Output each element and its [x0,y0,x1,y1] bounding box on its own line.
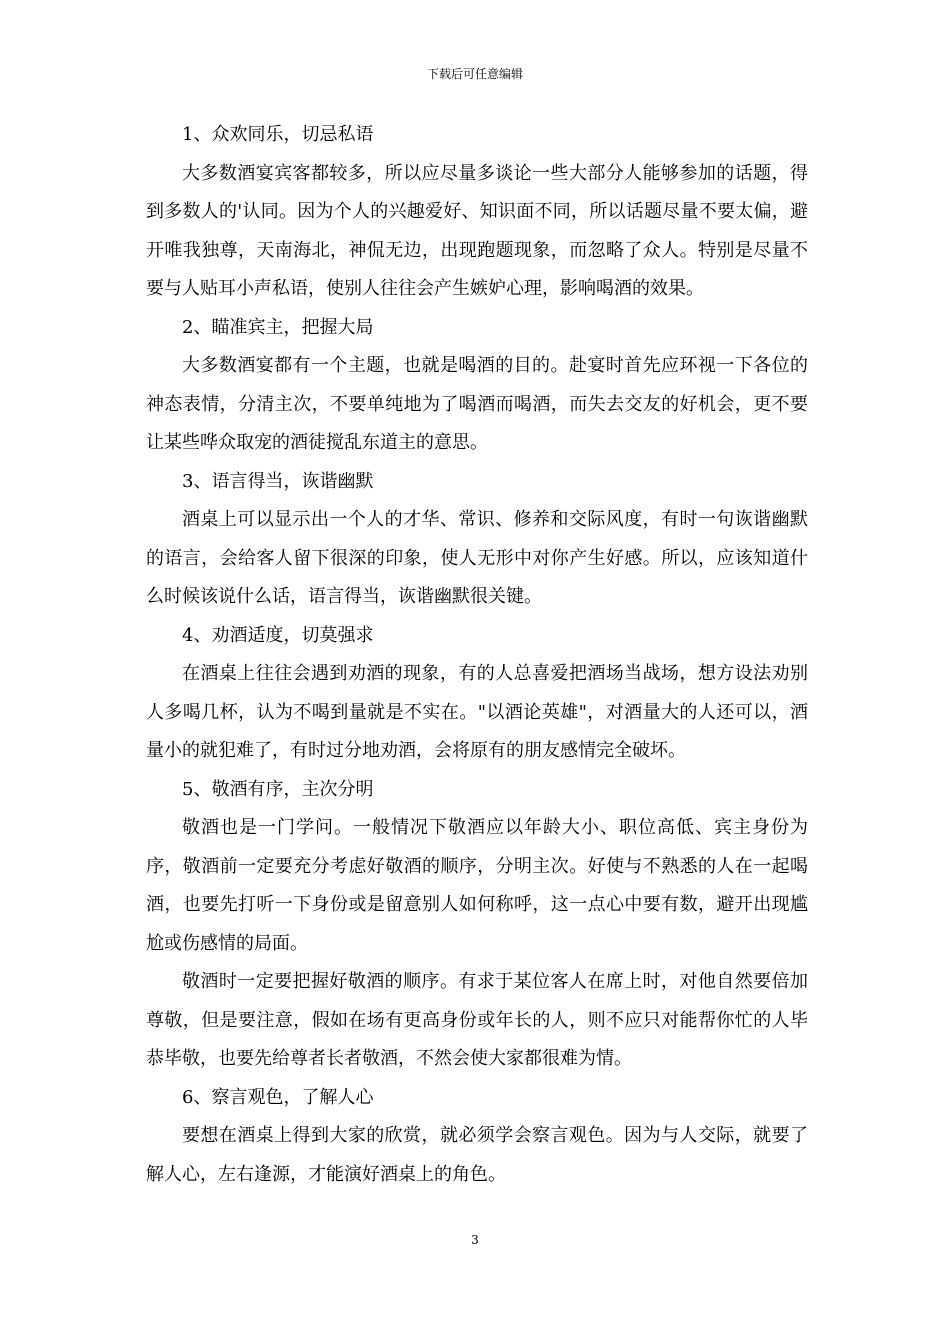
page-header: 下载后可任意编辑 [426,67,523,81]
paragraph: 在酒桌上往往会遇到劝酒的现象，有的人总喜爱把酒场当战场，想方设法劝别人多喝几杯，认为不喝到量就是不实在。"以酒论英雄"，对酒量大的人还可以，酒量小的就犯难了，有时过分地劝酒，会将原有的朋友感情完全破坏。 [146,663,808,761]
paragraph: 酒桌上可以显示出一个人的才华、常识、修养和交际风度，有时一句诙谐幽默的语言，会给客人留下很深的印象，使人无形中对你产生好感。所以，应该知道什么时候该说什么话，语言得当，诙谐幽默很关键。 [146,509,808,607]
document-body [146,116,808,1194]
section-heading-4: 4、劝酒适度，切莫强求 [182,624,374,646]
paragraph: 大多数酒宴宾客都较多，所以应尽量多谈论一些大部分人能够参加的话题，得到多数人的'认同。因为个人的兴趣爱好、知识面不同，所以话题尽量不要太偏，避开唯我独尊，天南海北，神侃无边，出现跑题现象，而忽略了众人。特别是尽量不要与人贴耳小声私语，使别人往往会产生嫉妒心理，影响喝酒的效果。 [146,162,808,299]
paragraph: 要想在酒桌上得到大家的欣赏，就必须学会察言观色。因为与人交际，就要了解人心，左右逢源，才能演好酒桌上的角色。 [146,1125,808,1185]
page-number: 3 [471,1233,479,1247]
section-heading-3: 3、语言得当，诙谐幽默 [182,470,374,492]
paragraph: 敬酒时一定要把握好敬酒的顺序。有求于某位客人在席上时，对他自然要倍加尊敬，但是要注意，假如在场有更高身份或年长的人，则不应只对能帮你忙的人毕恭毕敬，也要先给尊者长者敬酒，不然会使大家都很难为情。 [146,971,808,1069]
section-heading-6: 6、察言观色，了解人心 [182,1086,374,1108]
section-heading-5: 5、敬酒有序，主次分明 [182,778,374,800]
section-heading-1: 1、众欢同乐，切忌私语 [182,124,374,145]
section-heading-2: 2、瞄准宾主，把握大局 [182,316,374,338]
paragraph: 大多数酒宴都有一个主题，也就是喝酒的目的。赴宴时首先应环视一下各位的神态表情，分清主次，不要单纯地为了喝酒而喝酒，而失去交友的好机会，更不要让某些哗众取宠的酒徒搅乱东道主的意思。 [146,355,808,453]
paragraph: 敬酒也是一门学问。一般情况下敬酒应以年龄大小、职位高低、宾主身份为序，敬酒前一定要充分考虑好敬酒的顺序，分明主次。好使与不熟悉的人在一起喝酒，也要先打听一下身份或是留意别人如何称呼，这一点心中要有数，避开出现尴尬或伤感情的局面。 [146,817,808,954]
